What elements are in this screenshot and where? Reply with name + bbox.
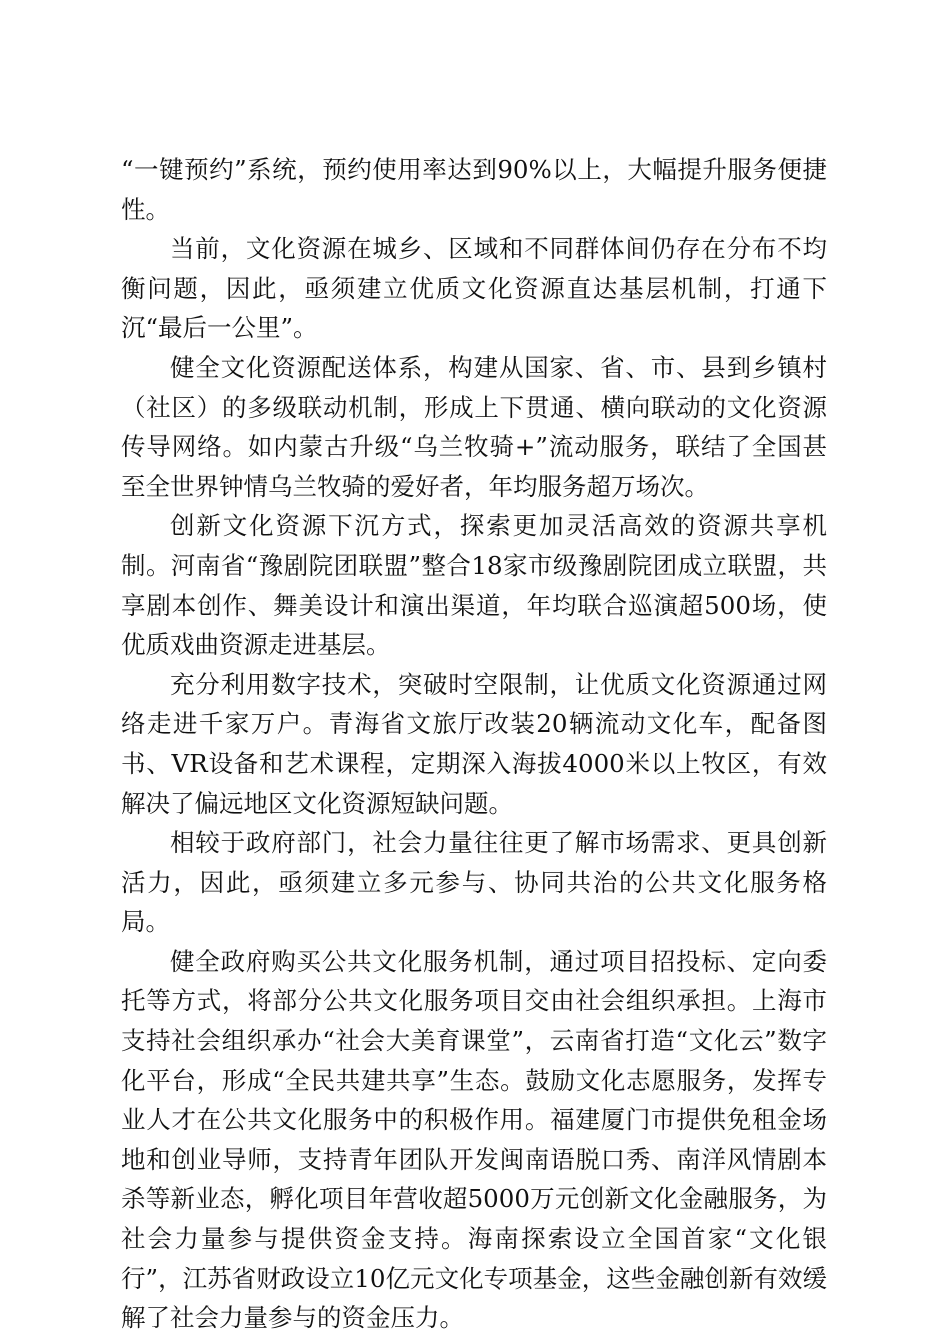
paragraph-6: 相较于政府部门，社会力量往往更了解市场需求、更具创新活力，因此，亟须建立多元参与、协同共治的公共文化服务格局。	[121, 828, 827, 937]
document-body	[121, 150, 827, 1338]
paragraph-7: 健全政府购买公共文化服务机制，通过项目招投标、定向委托等方式，将部分公共文化服务项目交由社会组织承担。上海市支持社会组织承办“社会大美育课堂”，云南省打造“文化云”数字化平台，形成“全民共建共享”生态。鼓励文化志愿服务，发挥专业人才在公共文化服务中的积极作用。福建厦门市提供免租金场地和创业导师，支持青年团队开发闽南语脱口秀、南洋风情剧本杀等新业态，孵化项目年营收超5000万元创新文化金融服务，为社会力量参与提供资金支持。海南探索设立全国首家“文化银行”，江苏省财政设立10亿元文化专项基金，这些金融创新有效缓解了社会力量参与的资金压力。	[121, 946, 827, 1333]
paragraph-3: 健全文化资源配送体系，构建从国家、省、市、县到乡镇村（社区）的多级联动机制，形成上下贯通、横向联动的文化资源传导网络。如内蒙古升级“乌兰牧骑+”流动服务，联结了全国甚至全世界钟情乌兰牧骑的爱好者，年均服务超万场次。	[121, 352, 827, 501]
paragraph-5: 充分利用数字技术，突破时空限制，让优质文化资源通过网络走进千家万户。青海省文旅厅改装20辆流动文化车，配备图书、VR设备和艺术课程，定期深入海拔4000米以上牧区，有效解决了偏远地区文化资源短缺问题。	[121, 669, 827, 818]
paragraph-2: 当前，文化资源在城乡、区域和不同群体间仍存在分布不均衡问题，因此，亟须建立优质文化资源直达基层机制，打通下沉“最后一公里”。	[121, 234, 827, 343]
paragraph-4: 创新文化资源下沉方式，探索更加灵活高效的资源共享机制。河南省“豫剧院团联盟”整合18家市级豫剧院团成立联盟，共享剧本创作、舞美设计和演出渠道，年均联合巡演超500场，使优质戏曲资源走进基层。	[121, 511, 827, 660]
paragraph-1: “一键预约”系统，预约使用率达到90%以上，大幅提升服务便捷性。	[121, 155, 827, 224]
